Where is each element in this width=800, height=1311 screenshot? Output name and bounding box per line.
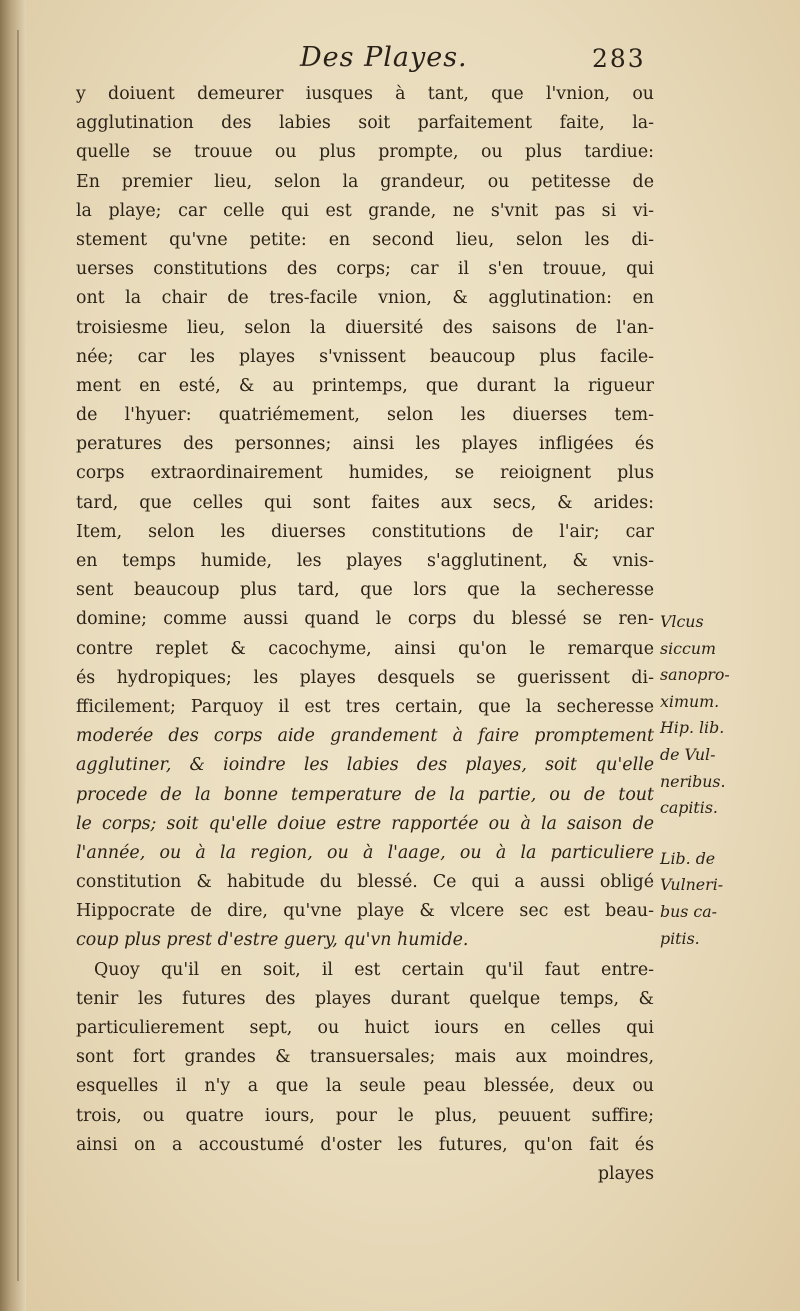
body-text [76,80,654,1189]
text-line: ainsi on a accoustumé d'oster les futures, qu'on fait és [76,1134,654,1155]
text-line: fficilement; Parquoy il est tres certain, que la secheresse [76,696,654,717]
binding-gutter [0,0,26,1311]
text-line: en temps humide, les playes s'agglutinent, & vnis- [76,551,654,571]
text-line: troisiesme lieu, selon la diuersité des saisons de l'an- [76,317,654,338]
running-head [0,42,800,82]
text-line: corps extraordinairement humides, se reioignent plus [76,463,654,484]
text-line-paragraph-start: Quoy qu'il en soit, il est certain qu'il faut entre- [94,959,654,980]
text-line: sent beaucoup plus tard, que lors que la secheresse [76,580,654,601]
margin-notes [660,609,800,952]
text-line: née; car les playes s'vnissent beaucoup plus facile- [76,346,654,367]
margin-note-line: Lib. de [660,848,716,868]
catchword: playes [597,1163,654,1184]
margin-note-line: capitis. [660,798,718,818]
text-line: quelle se trouue ou plus prompte, ou plus tardiue: [76,142,654,163]
text-line: agglutination des labies soit parfaitement faite, la- [76,113,654,134]
page-number: 283 [592,44,646,73]
text-line: Hippocrate de dire, qu'vne playe & vlcere sec est beau- [76,901,654,922]
text-line: sont fort grandes & transuersales; mais aux moindres, [76,1047,654,1068]
text-line: peratures des personnes; ainsi les playes infligées és [76,434,654,455]
margin-note-line: siccum [660,638,717,658]
text-line: particulierement sept, ou huict iours en celles qui [76,1018,654,1038]
text-line: En premier lieu, selon la grandeur, ou petitesse de [76,171,654,192]
text-line: de l'hyuer: quatriémement, selon les diuerses tem- [76,405,654,426]
margin-note-spacer [660,822,800,846]
margin-note-line: Hip. lib. [660,718,725,738]
text-line-italic: procede de la bonne temperature de la partie, ou de tout [76,784,654,805]
running-head-title: Des Playes. [300,42,468,73]
text-line: trois, ou quatre iours, pour le plus, peuuent suffire; [76,1105,654,1126]
text-line-italic: coup plus prest d'estre guery, qu'vn humide. [76,930,469,951]
text-line-italic: le corps; soit qu'elle doiue estre rapportée ou à la saison de [76,813,654,834]
gutter-rule [17,30,19,1281]
text-line: uerses constitutions des corps; car il s'en trouue, qui [76,259,654,280]
text-line: esquelles il n'y a que la seule peau blessée, deux ou [76,1076,654,1097]
text-line-italic: agglutiner, & ioindre les labies des playes, soit qu'elle [76,755,654,776]
text-line: tenir les futures des playes durant quelque temps, & [76,988,654,1009]
text-line-italic: moderée des corps aide grandement à faire promptement [76,726,654,747]
margin-note-line: Vlcus [660,612,704,631]
margin-note-line: bus ca- [660,901,718,921]
text-line: stement qu'vne petite: en second lieu, selon les di- [76,229,654,250]
text-line: domine; comme aussi quand le corps du blessé se ren- [76,609,654,630]
text-line-italic: l'année, ou à la region, ou à l'aage, ou à la particuliere [76,842,654,863]
margin-note-line: neribus. [660,771,726,791]
text-line: y doiuent demeurer iusques à tant, que l'vnion, ou [76,84,654,104]
margin-note-line: pitis. [660,928,700,948]
margin-note-line: sanopro- [660,665,730,685]
text-line: ont la chair de tres-facile vnion, & agglutination: en [76,288,654,309]
text-line: constitution & habitude du blessé. Ce qui a aussi obligé [76,872,654,893]
margin-note-line: Vulneri- [660,875,724,895]
text-line: tard, que celles qui sont faites aux secs, & arides: [76,492,654,513]
text-line: la playe; car celle qui est grande, ne s'vnit pas si vi- [76,200,654,221]
margin-note-line: ximum. [660,691,720,711]
text-line: contre replet & cacochyme, ainsi qu'on le remarque [76,638,654,659]
text-line: ment en esté, & au printemps, que durant la rigueur [76,375,654,396]
text-line: és hydropiques; les playes desquels se guerissent di- [76,667,654,688]
margin-note-line: de Vul- [660,744,716,764]
text-line: Item, selon les diuerses constitutions de l'air; car [76,521,654,542]
